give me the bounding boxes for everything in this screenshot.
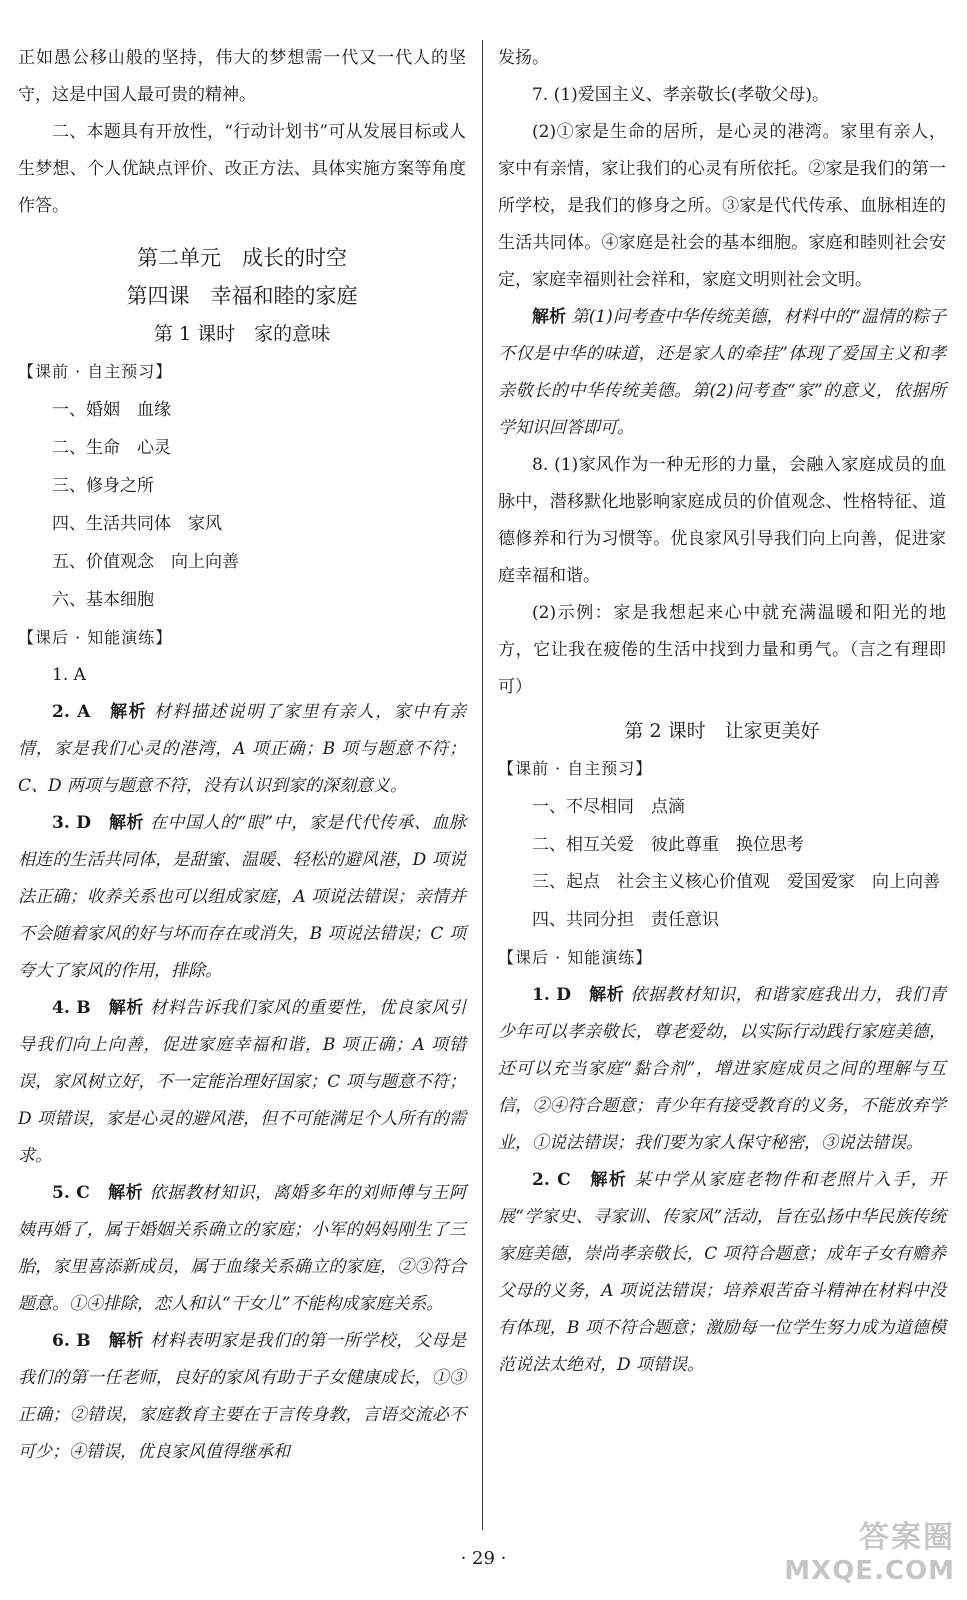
period-title: 第 1 课时 家的意味 <box>153 323 331 345</box>
answer-item: 8. (1)家风作为一种无形的力量，会融入家庭成员的血脉中，潜移默化地影响家庭成员的价值观念、性格特征、道德修养和行为习惯等。优良家风引导我们向上向善，促进家庭幸福和谐。 <box>498 455 946 586</box>
column-divider <box>482 40 483 1530</box>
paragraph: 发扬。 <box>498 48 549 68</box>
list-item: 一、不尽相同 点滴 <box>532 797 685 817</box>
list-item: 三、修身之所 <box>52 476 154 496</box>
watermark-url: MXQE.COM <box>784 1556 955 1586</box>
analysis-text: 材料告诉我们家风的重要性，优良家风引导我们向上向善，促进家庭幸福和谐，B 项正确；A 项错误，家风树立好，不一定能治理好国家；C 项与题意不符；D 项错误，家是心灵的避风港，但不可能满足个人所有的需求。 <box>18 998 466 1166</box>
list-item: 一、婚姻 血缘 <box>52 400 171 420</box>
answer-item: (2)①家是生命的居所，是心灵的港湾。家里有亲人，家中有亲情，家让我们的心灵有所依托。②家是我们的第一所学校，是我们的修身之所。③家是代代传承、血脉相连的生活共同体。④家庭是社会的基本细胞。家庭和睦则社会安定，家庭幸福则社会祥和，家庭文明则社会文明。 <box>498 122 946 290</box>
section-header: 【课前 · 自主预习】 <box>498 759 653 778</box>
list-item: 四、生活共同体 家风 <box>52 514 222 534</box>
answer-label: 6. B 解析 <box>52 1331 144 1351</box>
answer-label: 3. D 解析 <box>52 813 145 833</box>
answer-item <box>18 990 466 1175</box>
answer-label: 2. A 解析 <box>52 702 148 722</box>
answer-label: 4. B 解析 <box>52 998 144 1018</box>
watermark-text: 答案圈 <box>859 1520 955 1555</box>
answer-item <box>18 805 466 990</box>
answer-label: 2. C 解析 <box>532 1170 628 1190</box>
watermark-logo <box>784 1512 955 1586</box>
analysis-text: 材料表明家是我们的第一所学校，父母是我们的第一任老师，良好的家风有助于子女健康成长，①③正确；②错误，家庭教育主要在于言传身教，言语交流必不可少；④错误，优良家风值得继承和 <box>18 1331 466 1462</box>
list-item: 四、共同分担 责任意识 <box>532 910 719 930</box>
paragraph: 二、本题具有开放性，“行动计划书”可从发展目标或人生梦想、个人优缺点评价、改正方法、具体实施方案等角度作答。 <box>18 122 466 216</box>
analysis-text: 某中学从家庭老物件和老照片入手，开展“学家史、寻家训、传家风”活动，旨在弘扬中华民族传统家庭美德，崇尚孝亲敬长，C 项符合题意；成年子女有赡养父母的义务，A 项说法错误；培养艰苦奋斗精神在材料中没有体现，B 项不符合题意；激励每一位学生努力成为道德模范说法太绝对，D 项错误。 <box>498 1170 947 1375</box>
analysis-text: 依据教材知识，离婚多年的刘师傅与王阿姨再婚了，属于婚姻关系确立的家庭；小军的妈妈刚生了三胎，家里喜添新成员，属于血缘关系确立的家庭，②③符合题意。①④排除，恋人和认“干女儿”不能构成家庭关系。 <box>18 1183 466 1314</box>
section-header: 【课后 · 知能演练】 <box>18 628 173 647</box>
answer-item <box>18 1175 466 1323</box>
right-column <box>498 40 946 1384</box>
lesson-title: 第四课 幸福和睦的家庭 <box>126 284 358 308</box>
analysis-text: 第(1)问考查中华传统美德，材料中的“温情的粽子不仅是中华的味道，还是家人的牵挂”体现了爱国主义和孝亲敬长的中华传统美德。第(2)问考查“家”的意义，依据所学知识回答即可。 <box>498 307 946 438</box>
answer-item <box>498 977 946 1162</box>
analysis-label: 解析 <box>532 307 567 327</box>
section-header: 【课前 · 自主预习】 <box>18 362 173 381</box>
analysis-text: 材料描述说明了家里有亲人，家中有亲情，家是我们心灵的港湾，A 项正确；B 项与题意不符；C、D 两项与题意不符，没有认识到家的深刻意义。 <box>18 702 467 796</box>
list-item: 二、相互关爱 彼此尊重 换位思考 <box>532 835 804 855</box>
paragraph: 正如愚公移山般的坚持，伟大的梦想需一代又一代人的坚守，这是中国人最可贵的精神。 <box>18 48 466 105</box>
analysis-paragraph <box>498 299 946 447</box>
section-header: 【课后 · 知能演练】 <box>498 948 653 967</box>
page-number: · 29 · <box>460 1548 507 1569</box>
list-item: 二、生命 心灵 <box>52 438 171 458</box>
answer-item <box>18 694 466 805</box>
unit-title: 第二单元 成长的时空 <box>137 246 347 270</box>
list-item: 三、起点 社会主义核心价值观 爱国爱家 向上向善 <box>532 872 940 892</box>
answer-label: 1. D 解析 <box>532 985 625 1005</box>
answer-item: (2)示例：家是我想起来心中就充满温暖和阳光的地方，它让我在疲倦的生活中找到力量和勇气。（言之有理即可） <box>498 603 946 697</box>
answer-item: 1. A <box>52 665 86 685</box>
list-item: 五、价值观念 向上向善 <box>52 552 239 572</box>
left-column <box>18 40 466 1471</box>
analysis-text: 在中国人的“眼”中，家是代代传承、血脉相连的生活共同体，是甜蜜、温暖、轻松的避风港，D 项说法正确；收养关系也可以组成家庭，A 项说法错误；亲情并不会随着家风的好与坏而存在或消失，B 项说法错误；C 项夸大了家风的作用，排除。 <box>18 813 466 981</box>
answer-item <box>18 1323 466 1471</box>
answer-label: 5. C 解析 <box>52 1183 144 1203</box>
answer-item <box>498 1162 946 1384</box>
analysis-text: 依据教材知识，和谐家庭我出力，我们青少年可以孝亲敬长，尊老爱幼，以实际行动践行家庭美德，还可以充当家庭“黏合剂”，增进家庭成员之间的理解与互信，②④符合题意；青少年有接受教育的义务，不能放弃学业，①说法错误；我们要为家人保守秘密，③说法错误。 <box>498 985 946 1153</box>
answer-item: 7. (1)爱国主义、孝亲敬长(孝敬父母)。 <box>532 85 829 105</box>
list-item: 六、基本细胞 <box>52 590 154 610</box>
period-title: 第 2 课时 让家更美好 <box>624 720 820 742</box>
